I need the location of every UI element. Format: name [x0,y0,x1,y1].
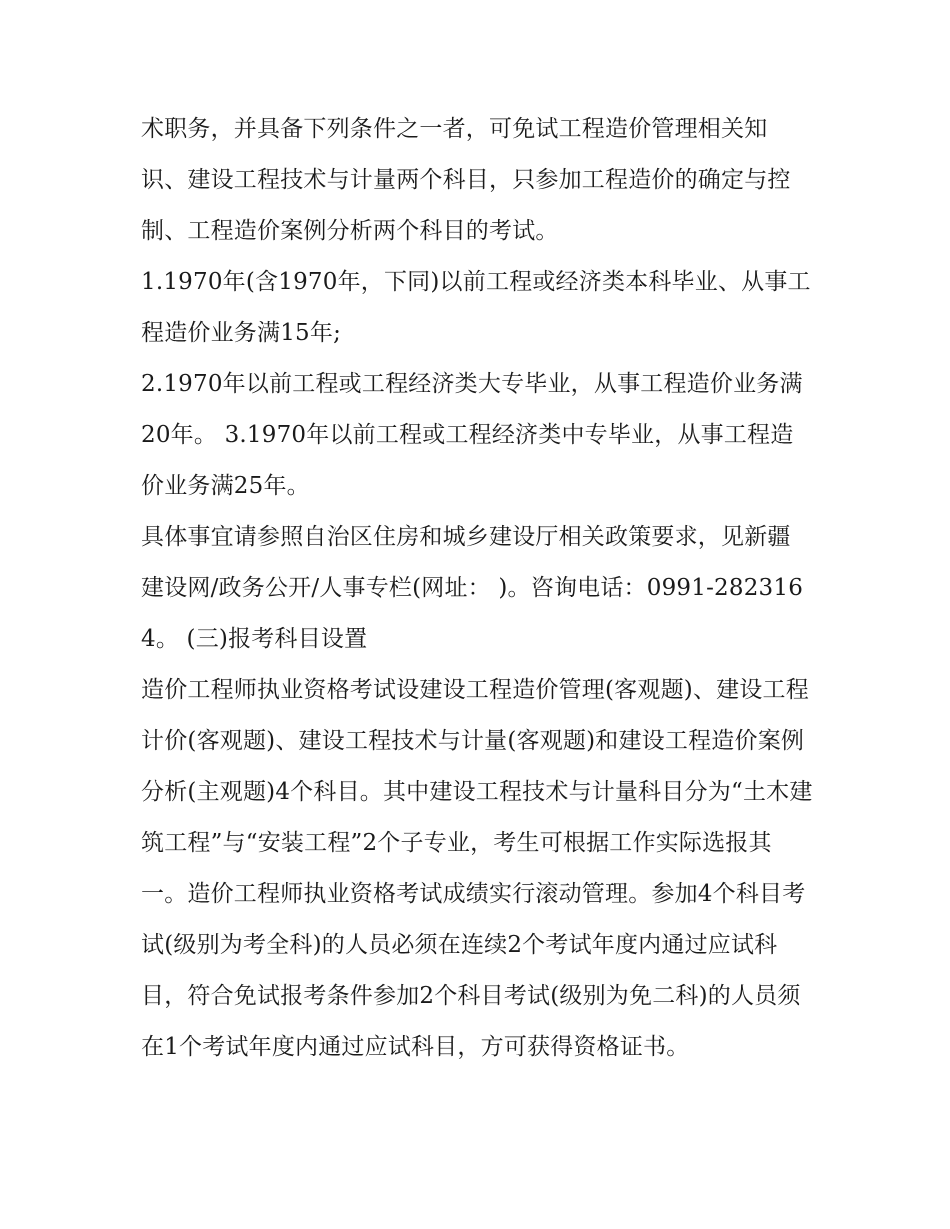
paragraph-condition-1: 1.1970年(含1970年，下同)以前工程或经济类本科毕业、从事工程造价业务满15年; [141,269,811,346]
paragraph-exam-subjects: 造价工程师执业资格考试设建设工程造价管理(客观题)、建设工程计价(客观题)、建设工程技术与计量(客观题)和建设工程造价案例分析(主观题)4个科目。其中建设工程技术与计量科目分为“土木建筑工程”与“安装工程”2个子专业，考生可根据工作实际选报其一。造价工程师执业资格考试成绩实行滚动管理。参加4个科目考试(级别为考全科)的人员必须在连续2个考试年度内通过应试科目，符合免试报考条件参加2个科目考试(级别为免二科)的人员须在1个考试年度内通过应试科目，方可获得资格证书。 [141,677,813,1060]
paragraph-exemption-conditions: 术职务，并具备下列条件之一者，可免试工程造价管理相关知识、建设工程技术与计量两个科目，只参加工程造价的确定与控制、工程造价案例分析两个科目的考试。 [141,116,791,244]
paragraph-condition-2-3: 2.1970年以前工程或工程经济类大专毕业，从事工程造价业务满20年。 3.1970年以前工程或工程经济类中专毕业，从事工程造价业务满25年。 [141,371,803,499]
document-body [141,104,813,1073]
paragraph-policy-reference: 具体事宜请参照自治区住房和城乡建设厅相关政策要求，见新疆建设网/政务公开/人事专栏(网址： )。咨询电话：0991-2823164。 (三)报考科目设置 [141,524,804,652]
